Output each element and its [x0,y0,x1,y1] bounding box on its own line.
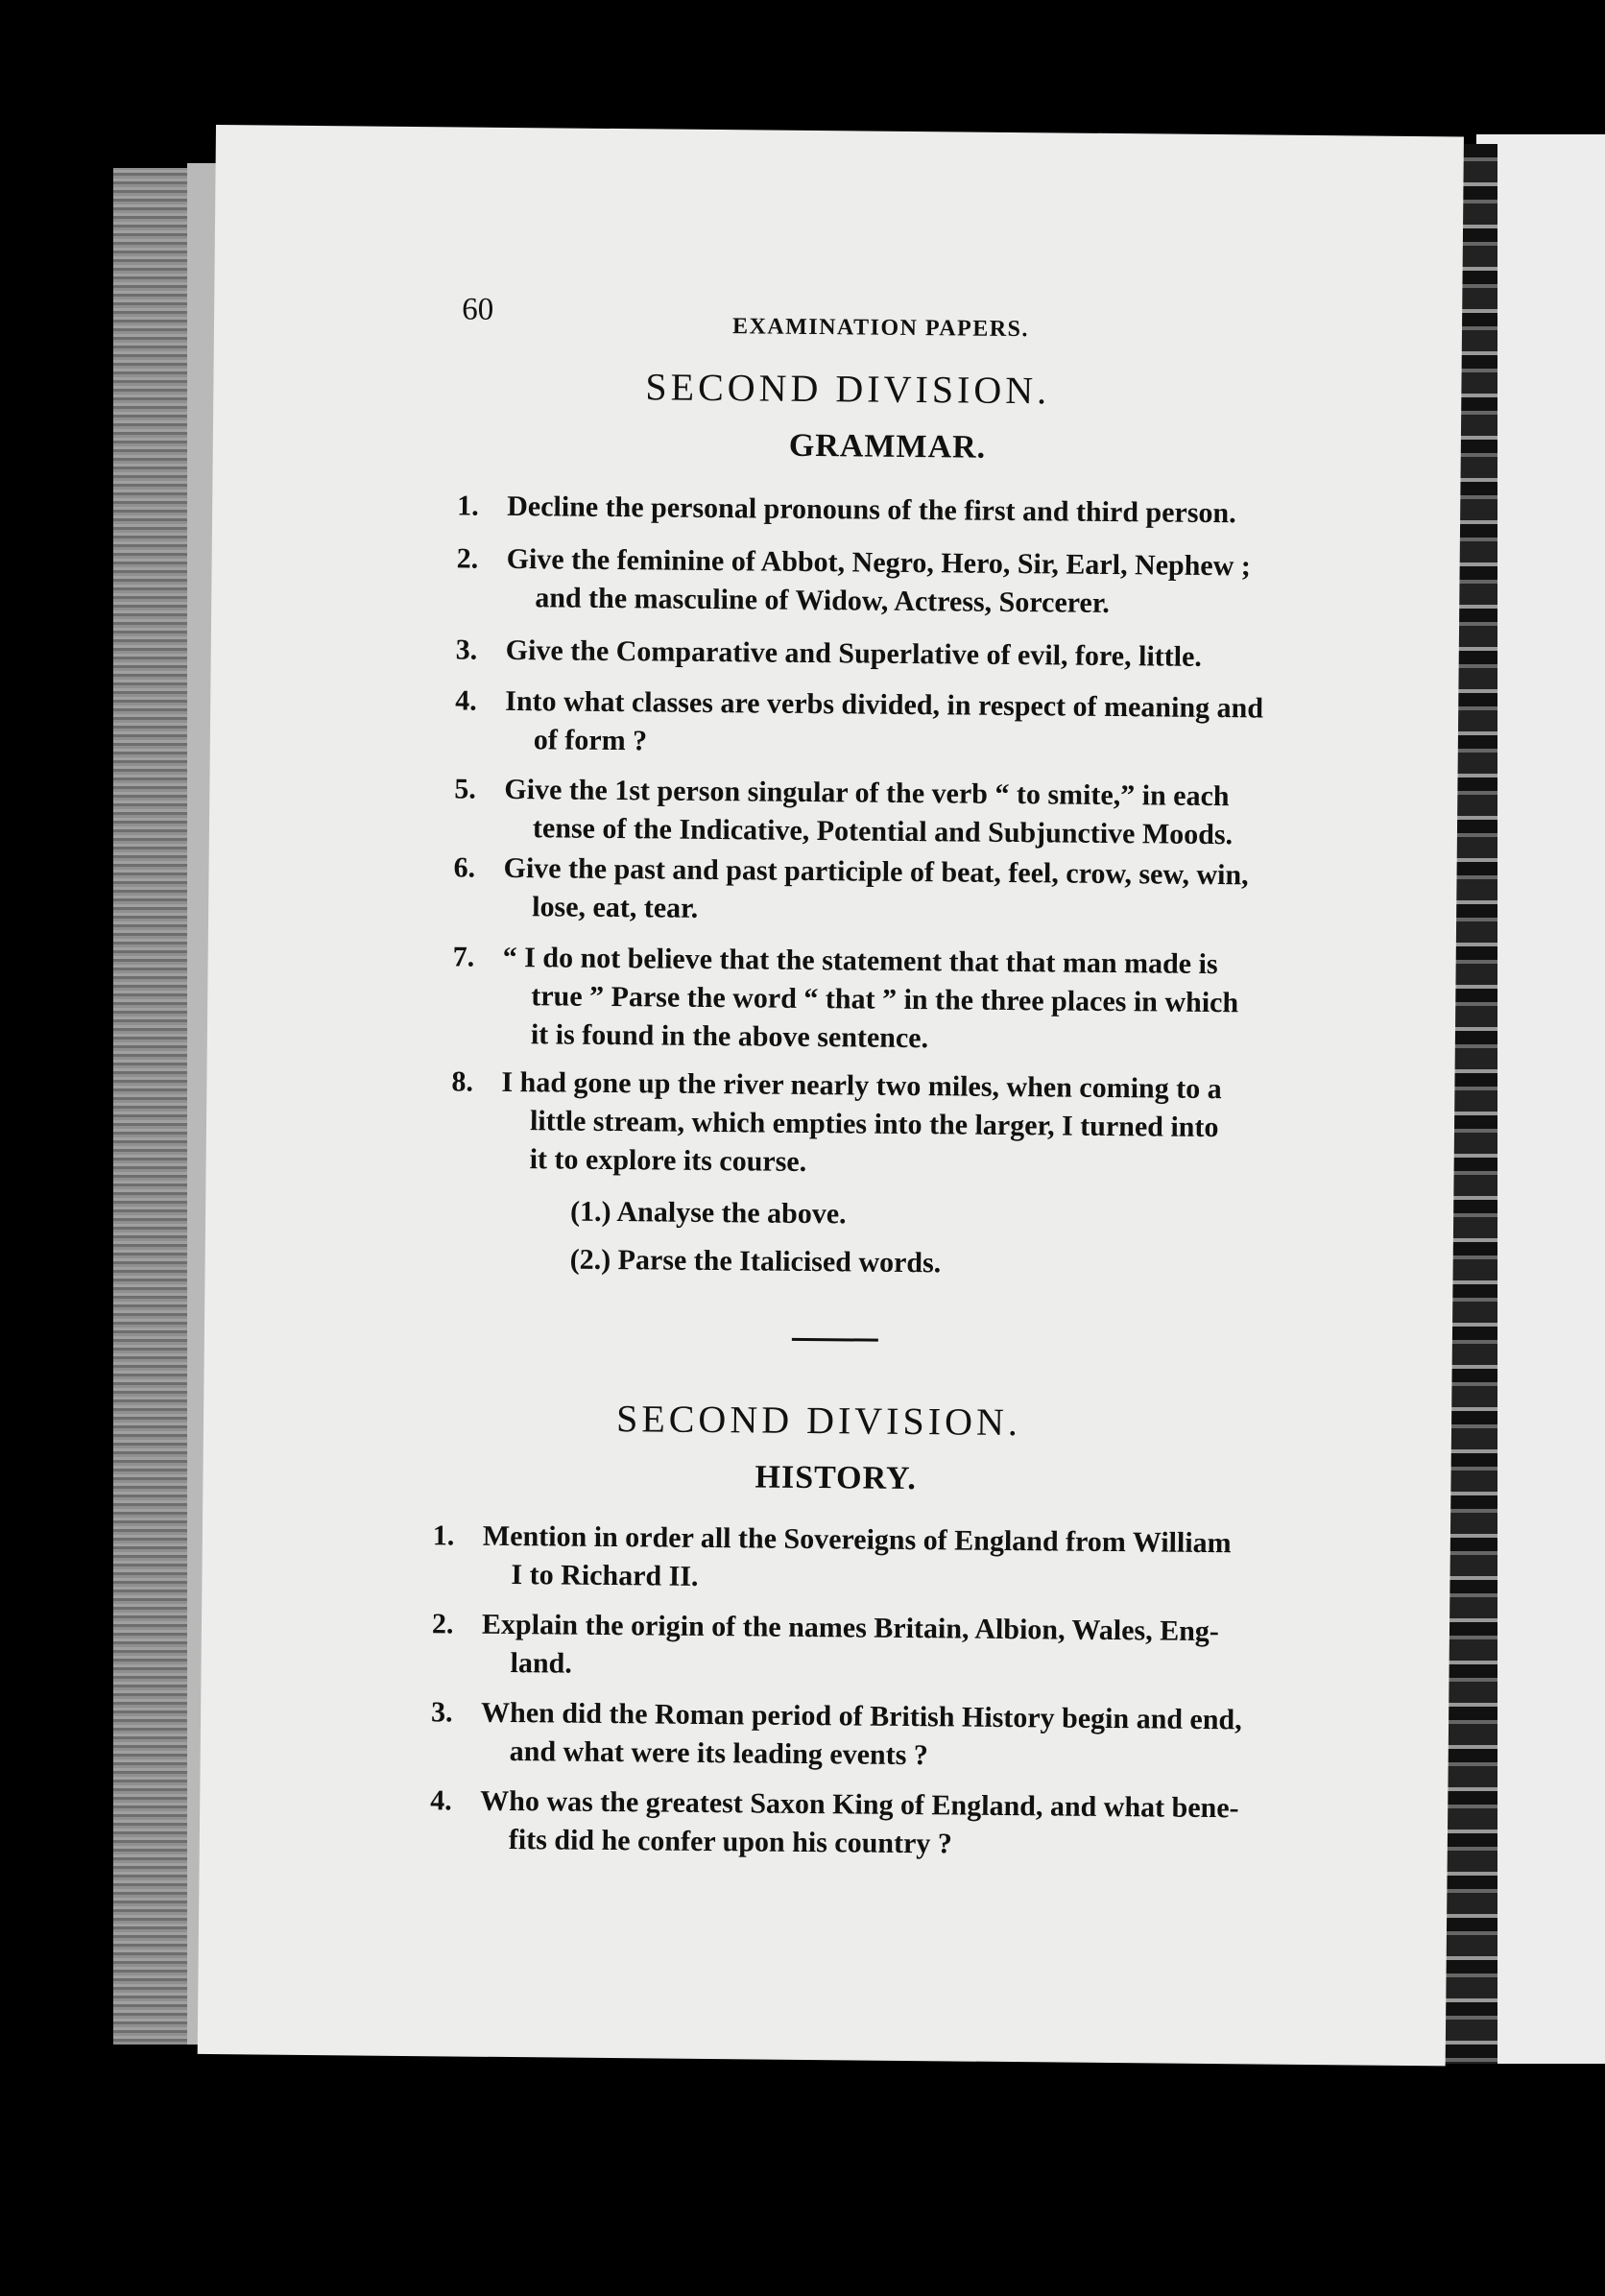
grammar-subject-heading: GRAMMAR. [788,427,987,466]
question-text: When did the Roman period of British History begin and end, [480,1696,1242,1736]
question-text-cont: little stream, which empties into the larger, I turned into [529,1105,1219,1144]
question-text-cont: lose, eat, tear. [532,891,699,924]
question-text-cont: it to explore its course. [529,1143,807,1178]
question-number: 1. [457,490,479,522]
grammar-question-3 [456,631,1416,679]
question-number: 8. [451,1065,474,1098]
grammar-question-2 [456,539,1417,626]
question-number: 4. [430,1784,452,1817]
question-text: Give the 1st person singular of the verb “ to smite,” in each [504,773,1230,813]
history-division-heading: SECOND DIVISION. [615,1397,1022,1445]
grammar-question-7 [452,938,1413,1063]
running-head: EXAMINATION PAPERS. [731,314,1030,343]
question-text-cont: of form ? [533,724,648,757]
question-text: “ I do not believe that the statement that that man made is [502,941,1218,981]
question-text-cont: tense of the Indicative, Potential and Subjunctive Moods. [532,812,1234,851]
sub-item-parse: (2.) Parse the Italicised words. [569,1243,942,1280]
question-text: Explain the origin of the names Britain, Albion, Wales, Eng- [481,1608,1220,1648]
question-number: 5. [454,773,477,805]
grammar-division-heading: SECOND DIVISION. [645,365,1051,413]
question-text: Mention in order all the Sovereigns of England from William [482,1519,1232,1560]
question-number: 2. [431,1608,454,1640]
question-number: 4. [455,684,477,717]
question-text: I had gone up the river nearly two miles, when coming to a [501,1065,1222,1106]
history-question-4 [430,1782,1401,1868]
history-question-2 [431,1605,1401,1691]
question-text: Give the feminine of Abbot, Negro, Hero, Sir, Earl, Nephew ; [506,542,1252,583]
page-number: 60 [461,292,494,327]
history-subject-heading: HISTORY. [755,1459,918,1497]
question-text: Into what classes are verbs divided, in respect of meaning and [505,684,1264,725]
question-text-cont: I to Richard II. [511,1559,699,1592]
question-text-cont: and the masculine of Widow, Actress, Sorcerer. [535,582,1111,619]
question-text-cont: it is found in the above sentence. [530,1018,929,1055]
grammar-question-8 [450,1063,1411,1187]
history-question-3 [431,1693,1401,1780]
question-number: 1. [432,1519,455,1552]
grammar-question-6 [453,849,1414,935]
grammar-question-4 [455,682,1416,768]
question-number: 2. [456,542,479,575]
grammar-question-5 [454,770,1415,856]
question-text-cont: fits did he confer upon his country ? [508,1824,953,1860]
question-text: Decline the personal pronouns of the first and third person. [507,490,1236,530]
question-number: 3. [430,1696,453,1729]
section-divider [792,1338,878,1342]
question-text: Who was the greatest Saxon King of England, and what bene- [480,1784,1239,1825]
question-number: 6. [453,851,476,884]
question-text: Give the Comparative and Superlative of evil, fore, little. [505,634,1203,673]
history-question-1 [432,1517,1402,1603]
question-number: 3. [455,634,478,666]
grammar-question-1 [457,487,1417,535]
sub-item-analyse: (1.) Analyse the above. [569,1195,847,1231]
question-number: 7. [452,941,475,973]
question-text-cont: and what were its leading events ? [509,1735,929,1772]
question-text-cont: land. [510,1647,573,1680]
question-text-cont: true ” Parse the word “ that ” in the three places in which [531,980,1239,1019]
book-page [198,125,1464,2066]
question-text: Give the past and past participle of beat, feel, crow, sew, win, [503,851,1249,892]
